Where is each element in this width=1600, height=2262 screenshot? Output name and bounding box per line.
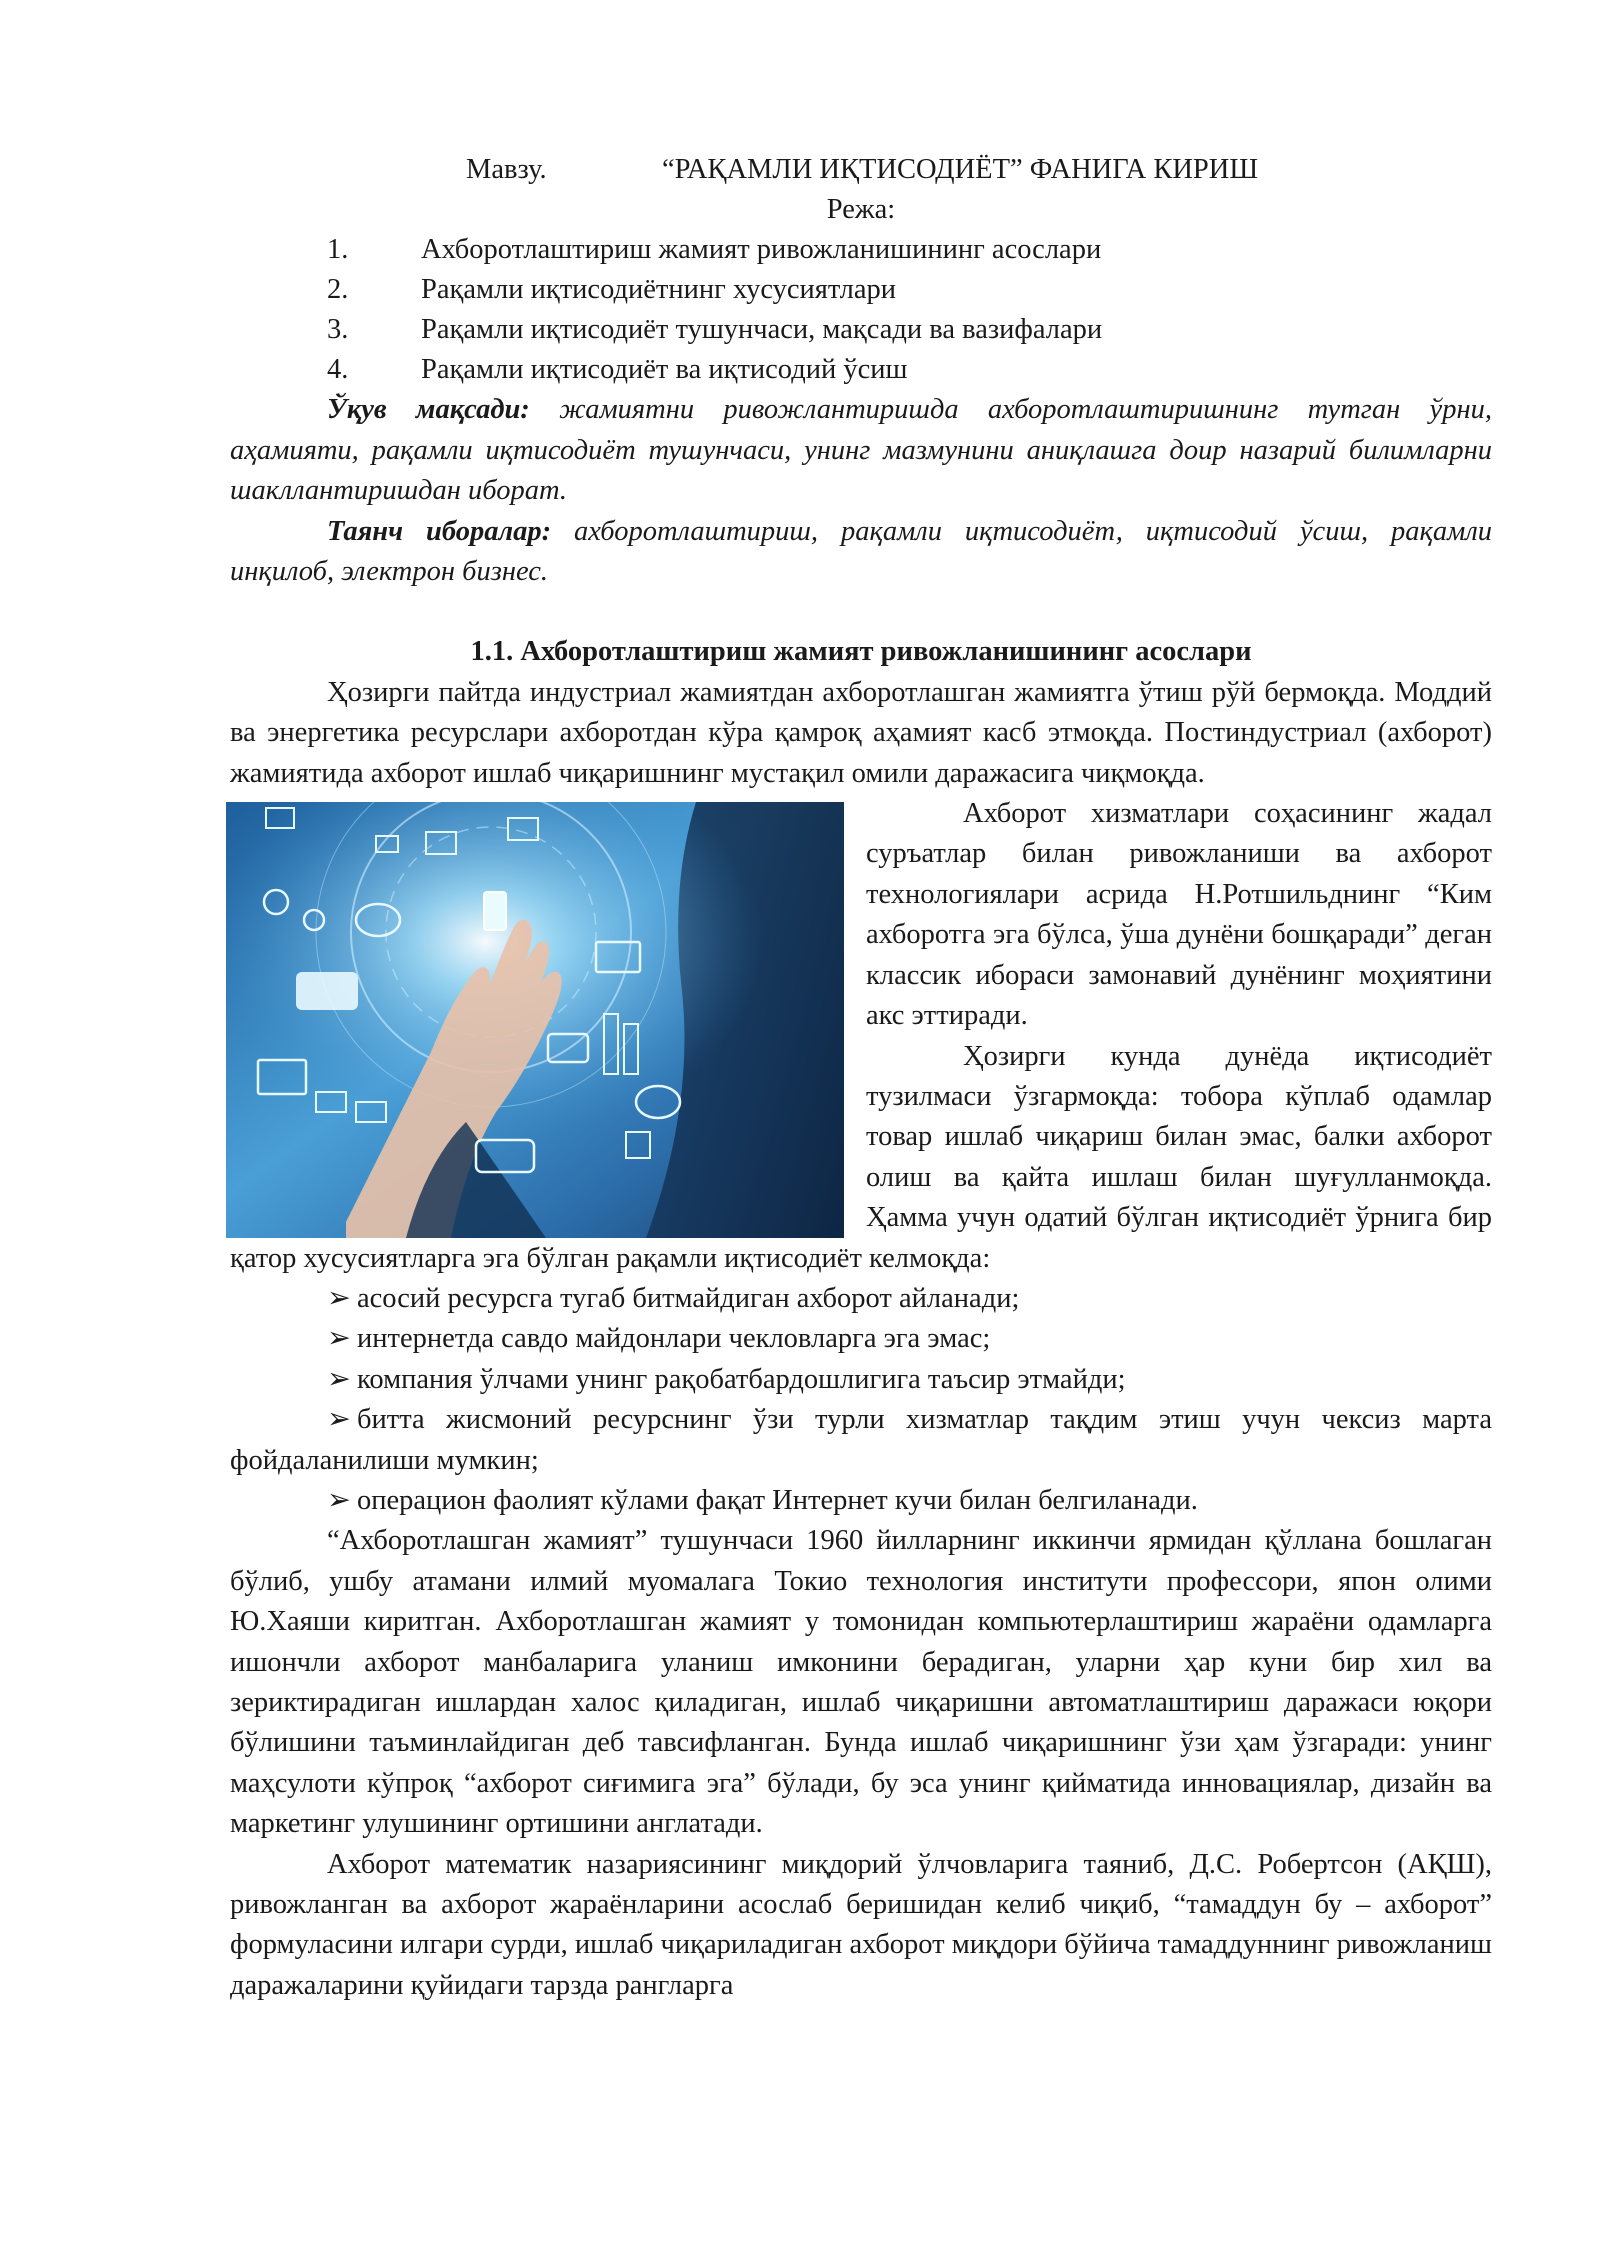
arrow-bullet-icon: ➢ [327,1484,351,1516]
plan-list [230,230,1492,390]
plan-item [230,230,1492,270]
keywords-label: Таянч иборалар: [327,515,552,547]
plan-item-text: Ахборотлаштириш жамият ривожланишининг асослари [421,234,1102,266]
section-paragraph: Ахборот математик назариясининг миқдорий ўлчовларига таяниб, Д.С. Робертсон (АҚШ), ривожланган ва ахборот жараёнларини асослаб беришидан келиб чиқиб, “тамаддун бу – ахборот” формуласини илгари сурди, ишлаб чиқариладиган ахборот миқдори бўйича тамаддуннинг ривожланиш даражаларини қуйидаги тарзда рангларга [230,1848,1492,2001]
list-item-text: асосий ресурсга тугаб битмайдиган ахборот айланади; [357,1282,1020,1314]
plan-item-number: 3. [327,314,349,346]
list-item-text: компания ўлчами унинг рақобатбардошлигига таъсир этмайди; [357,1363,1126,1395]
keywords-text: ахборотлаштириш, рақамли иқтисодиёт, иқтисодий ўсиш, рақамли инқилоб, электрон бизнес. [230,515,1492,588]
plan-item-text: Рақамли иқтисодиёт ва иқтисодий ўсиш [421,354,908,386]
title-line [230,150,1492,190]
plan-item-number: 4. [327,354,349,386]
plan-item-number: 1. [327,234,349,266]
list-item-text: битта жисмоний ресурснинг ўзи турли хизматлар тақдим этиш учун чексиз марта фойдаланилиши мумкин; [230,1404,1492,1476]
plan-item [230,310,1492,350]
section-paragraph: Ҳозирги кунда дунёда иқтисодиёт тузилмаси ўзгармоқда: тобора кўплаб одамлар товар ишлаб чиқариш билан эмас, балки ахборот олиш ва қайта ишлаш билан шуғулланмоқда. Ҳамма учун одатий бўлган иқтисодиёт ўрнига бир қатор хусусиятларга эга бўлган рақамли иқтисодиёт келмоқда: [230,1040,1492,1274]
plan-item-text: Рақамли иқтисодиёт тушунчаси, мақсади ва вазифалари [421,314,1103,346]
keywords-paragraph [230,512,1492,593]
plan-item [230,270,1492,310]
learning-goal-text: жамиятни ривожлантиришда ахборотлаштиришнинг тутган ўрни, аҳамияти, рақамли иқтисодиёт тушунчаси, унинг мазмунини аниқлашга доир назарий билимларни шакллантиришдан иборат. [230,394,1492,507]
list-item [230,1319,1492,1359]
plan-item [230,350,1492,390]
section-heading: 1.1. Ахборотлаштириш жамият ривожланишининг асослари [470,636,1252,668]
arrow-bullet-icon: ➢ [327,1363,351,1395]
learning-goal-label: Ўқув мақсади: [327,394,530,426]
digital-hand-illustration [226,802,844,1238]
list-item-text: операцион фаолият кўлами фақат Интернет кучи билан белгиланади. [357,1484,1198,1516]
list-item-text: интернетда савдо майдонлари чекловларга эга эмас; [357,1323,991,1355]
arrow-bullet-icon: ➢ [327,1282,351,1314]
section-paragraph: Ҳозирги пайтда индустриал жамиятдан ахборотлашган жамиятга ўтиш рўй бермоқда. Моддий ва энергетика ресурслари ахборотдан кўра қамроқ аҳамият касб этмоқда. Постиндустриал (ахборот) жамиятида ахборот ишлаб чиқаришнинг мустақил омили даражасига чиқмоқда. [230,676,1492,789]
section-paragraph: Ахборот хизматлари соҳасининг жадал суръатлар билан ривожланиши ва ахборот технологиялари асрида Н.Ротшильднинг “Ким ахборотга эга бўлса, ўша дунёни бошқаради” деган классик ибораси замонавий дунёнинг моҳиятини акс эттиради. [866,798,1492,1032]
list-item [230,1279,1492,1319]
list-item [230,1360,1492,1400]
plan-item-text: Рақамли иқтисодиётнинг хусусиятлари [421,274,897,306]
section-paragraph: “Ахборотлашган жамият” тушунчаси 1960 йилларнинг иккинчи ярмидан қўллана бошлаган бўлиб, ушбу атамани илмий муомалага Токио технология институти профессори, япон олими Ю.Хаяши киритган. Ахборотлашган жамият у томонидан компьютерлаштириш жараёни одамларга ишончли ахборот манбаларига уланиш имконини берадиган, уларни ҳар куни бир хил ва зериктирадиган ишлардан халос қиладиган, ишлаб чиқаришни автоматлаштириш даражаси юқори бўлишини таъминлайдиган деб тавсифланган. Бунда ишлаб чиқаришнинг ўзи ҳам ўзгаради: унинг маҳсулоти кўпроқ “ахборот сиғимига эга” бўлади, бу эса унинг қийматида инновациялар, дизайн ва маркетинг улушининг ортишини англатади. [230,1525,1492,1840]
arrow-bullet-icon: ➢ [327,1404,351,1436]
document-title: “РАҚАМЛИ ИҚТИСОДИЁТ” ФАНИГА КИРИШ [662,154,1259,185]
document-page [230,150,1492,2006]
arrow-bullet-icon: ➢ [327,1323,351,1355]
plan-label: Режа: [826,194,896,225]
list-item [230,1400,1492,1481]
learning-goal-paragraph [230,390,1492,511]
list-item [230,1481,1492,1521]
topic-label: Мавзу. [466,154,547,185]
plan-item-number: 2. [327,274,349,306]
